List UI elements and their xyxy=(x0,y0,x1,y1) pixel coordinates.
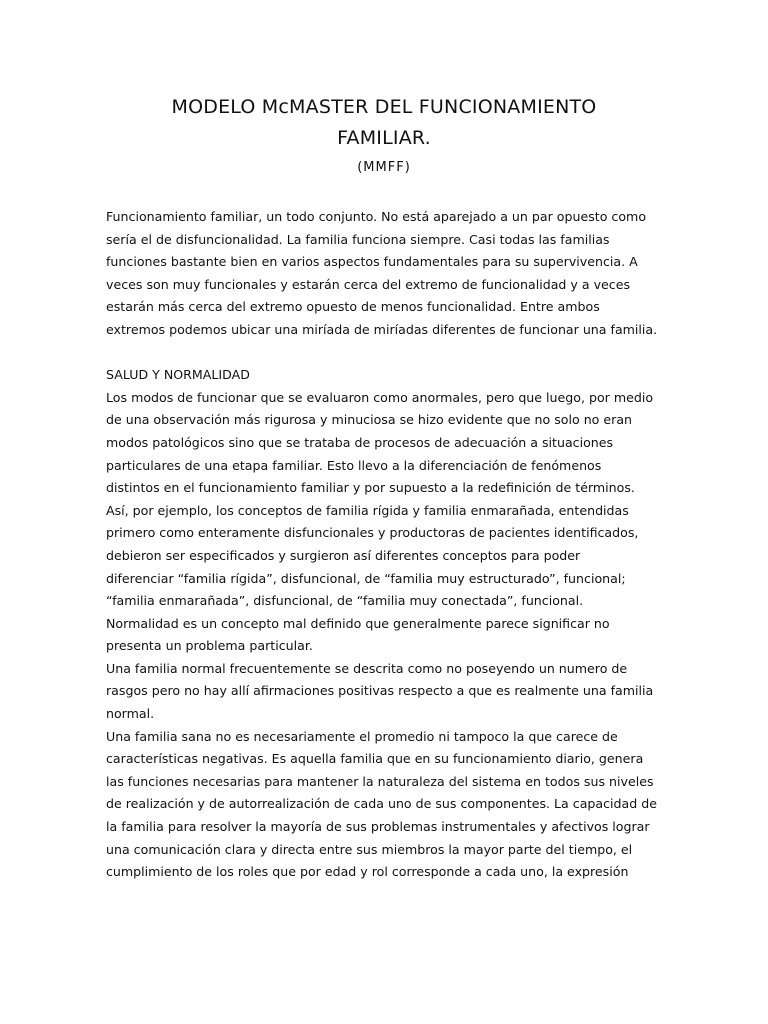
paragraph-spacer xyxy=(106,342,666,365)
document-title-line-2: FAMILIAR. xyxy=(337,127,431,149)
document-body xyxy=(106,206,666,884)
section-line: particulares de una etapa familiar. Esto llevo a la diferenciación de fenómenos xyxy=(106,457,602,473)
section-line: Así, por ejemplo, los conceptos de familia rígida y familia enmarañada, entendidas xyxy=(106,502,629,518)
section-line: una comunicación clara y directa entre sus miembros la mayor parte del tiempo, el xyxy=(106,841,633,857)
section-line: “familia enmarañada”, disfuncional, de “familia muy conectada”, funcional. xyxy=(106,593,584,609)
section-line: las funciones necesarias para mantener la naturaleza del sistema en todos sus niveles xyxy=(106,773,654,789)
section-line: modos patológicos sino que se trataba de procesos de adecuación a situaciones xyxy=(106,434,614,450)
paragraph-line: Funcionamiento familiar, un todo conjunto. No está aparejado a un par opuesto como xyxy=(106,209,647,224)
section-body xyxy=(106,387,666,884)
paragraph-line: funciones bastante bien en varios aspectos fundamentales para su supervivencia. A xyxy=(106,254,638,270)
section-line: debieron ser especificados y surgieron así diferentes conceptos para poder xyxy=(106,547,581,563)
intro-paragraph xyxy=(106,206,666,342)
section-line: Los modos de funcionar que se evaluaron como anormales, pero que luego, por medio xyxy=(106,389,654,405)
section-line: Normalidad es un concepto mal definido que generalmente parece significar no xyxy=(106,615,610,631)
section-line: cumplimiento de los roles que por edad y rol corresponde a cada uno, la expresión xyxy=(106,864,629,880)
section-line: de una observación más rigurosa y minuciosa se hizo evidente que no solo no eran xyxy=(106,412,633,428)
paragraph-line: sería el de disfuncionalidad. La familia funciona siempre. Casi todas las familias xyxy=(106,231,610,247)
paragraph-line: veces son muy funcionales y estarán cerca del extremo de funcionalidad y a veces xyxy=(106,276,631,292)
section-line: Una familia normal frecuentemente se descrita como no poseyendo un numero de xyxy=(106,660,628,676)
paragraph-line: extremos podemos ubicar una miríada de miríadas diferentes de funcionar una familia. xyxy=(106,321,658,337)
section-line: rasgos pero no hay allí afirmaciones positivas respecto a que es realmente una familia xyxy=(106,683,654,699)
section-line: presenta un problema particular. xyxy=(106,638,313,654)
section-line: distintos en el funcionamiento familiar y por supuesto a la redefinición de términos. xyxy=(106,480,635,496)
section-line: diferenciar “familia rígida”, disfuncional, de “familia muy estructurado”, funcional; xyxy=(106,570,626,586)
section-line: características negativas. Es aquella familia que en su funcionamiento diario, genera xyxy=(106,751,644,767)
paragraph-line: estarán más cerca del extremo opuesto de menos funcionalidad. Entre ambos xyxy=(106,299,600,315)
title-block xyxy=(0,92,768,180)
document-subtitle: (MMFF) xyxy=(357,160,411,175)
section-line: normal. xyxy=(106,706,155,722)
section-line: la familia para resolver la mayoría de sus problemas instrumentales y afectivos lograr xyxy=(106,819,650,835)
section-line: Una familia sana no es necesariamente el promedio ni tampoco la que carece de xyxy=(106,728,618,744)
section-line: de realización y de autorrealización de cada uno de sus componentes. La capacidad de xyxy=(106,796,658,812)
section-line: primero como enteramente disfuncionales y productoras de pacientes identificados, xyxy=(106,525,639,541)
section-heading: SALUD Y NORMALIDAD xyxy=(106,367,250,383)
document-title-line-1: MODELO McMASTER DEL FUNCIONAMIENTO xyxy=(171,96,597,118)
